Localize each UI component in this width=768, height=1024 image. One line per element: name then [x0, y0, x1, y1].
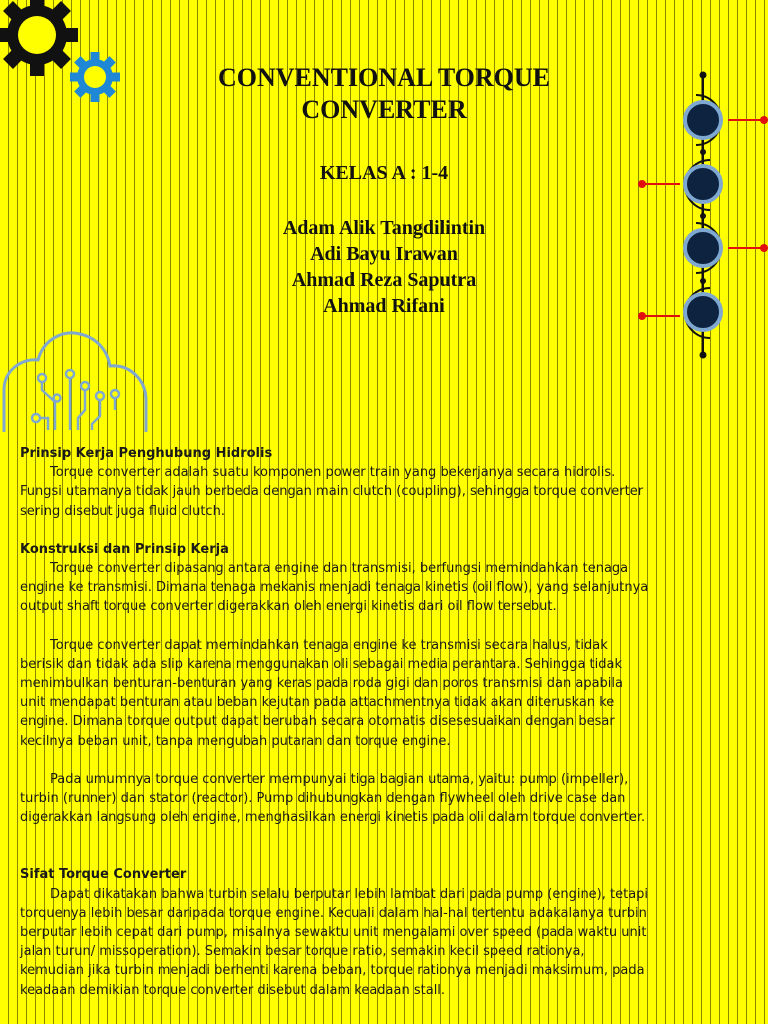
member-name: Ahmad Reza Saputra: [291, 269, 477, 291]
document-body: [20, 444, 650, 1000]
paragraph: Torque converter dapat memindahkan tenaga engine ke transmisi secara halus, tidak berisik dan tidak ada slip karena menggunakan oli sebagai media perantara. Sehingga tidak menimbulkan benturan-benturan yang keras pada roda gigi dan poros transmisi dan apabila unit mendapat benturan atau beban kejutan pada attachmentnya tidak akan diteruskan ke engine. Dimana torque output dapat berubah secara otomatis disesesuaikan dengan besar kecilnya beban unit, tanpa mengubah putaran dan torque engine.: [20, 637, 623, 749]
member-name: Adam Alik Tangdilintin: [282, 217, 486, 239]
page-title: [150, 62, 618, 126]
cloud-circuit-icon: [0, 330, 150, 435]
title-line-1: CONVENTIONAL TORQUE: [217, 63, 551, 92]
member-name: Ahmad Rifani: [323, 295, 445, 317]
section-heading: Konstruksi dan Prinsip Kerja: [20, 541, 229, 557]
paragraph: Pada umumnya torque converter mempunyai tiga bagian utama, yaitu: pump (impeller), turbin (runner) dan stator (reactor). Pump dihubungkan dengan flywheel oleh drive case dan digerakkan langsung oleh engine, menghasilkan energi kinetis pada oli dalam torque converter.: [20, 771, 646, 826]
circuit-nodes-icon: [630, 70, 768, 365]
paragraph: Torque converter dipasang antara engine dan transmisi, berfungsi memindahkan tenaga engine ke transmisi. Dimana tenaga mekanis menjadi tenaga kinetis (oil flow), yang selanjutnya output shaft torque converter digerakkan oleh energi kinetis dari oil flow tersebut.: [20, 561, 649, 615]
section-heading: Prinsip Kerja Penghubung Hidrolis: [20, 446, 273, 461]
paragraph: Dapat dikatakan bahwa turbin selalu berputar lebih lambat dari pada pump (engine), tetapi torquenya lebih besar daripada torque engine. Kecuali dalam hal-hal tertentu adakalanya turbin berputar lebih cepat dari pump, misalnya sewaktu unit mengalami over speed (pada waktu unit jalan turun/ missoperation). Semakin besar torque ratio, semakin kecil speed rationya, kemudian jika turbin menjadi berhenti karena beban, torque rationya menjadi maksimum, pada keadaan demikian torque converter disebut dalam keadaan stall.: [20, 886, 649, 998]
member-list: [150, 215, 618, 319]
member-name: Adi Bayu Irawan: [310, 243, 458, 265]
title-line-2: CONVERTER: [301, 95, 467, 124]
gear-icon: [0, 0, 120, 110]
class-label: KELAS A : 1-4: [319, 162, 449, 184]
section-heading: Sifat Torque Converter: [20, 867, 187, 883]
paragraph: Torque converter adalah suatu komponen power train yang bekerjanya secara hidrolis. Fungsi utamanya tidak jauh berbeda dengan main clutch (coupling), sehingga torque converter sering disebut juga fluid clutch.: [20, 465, 644, 519]
